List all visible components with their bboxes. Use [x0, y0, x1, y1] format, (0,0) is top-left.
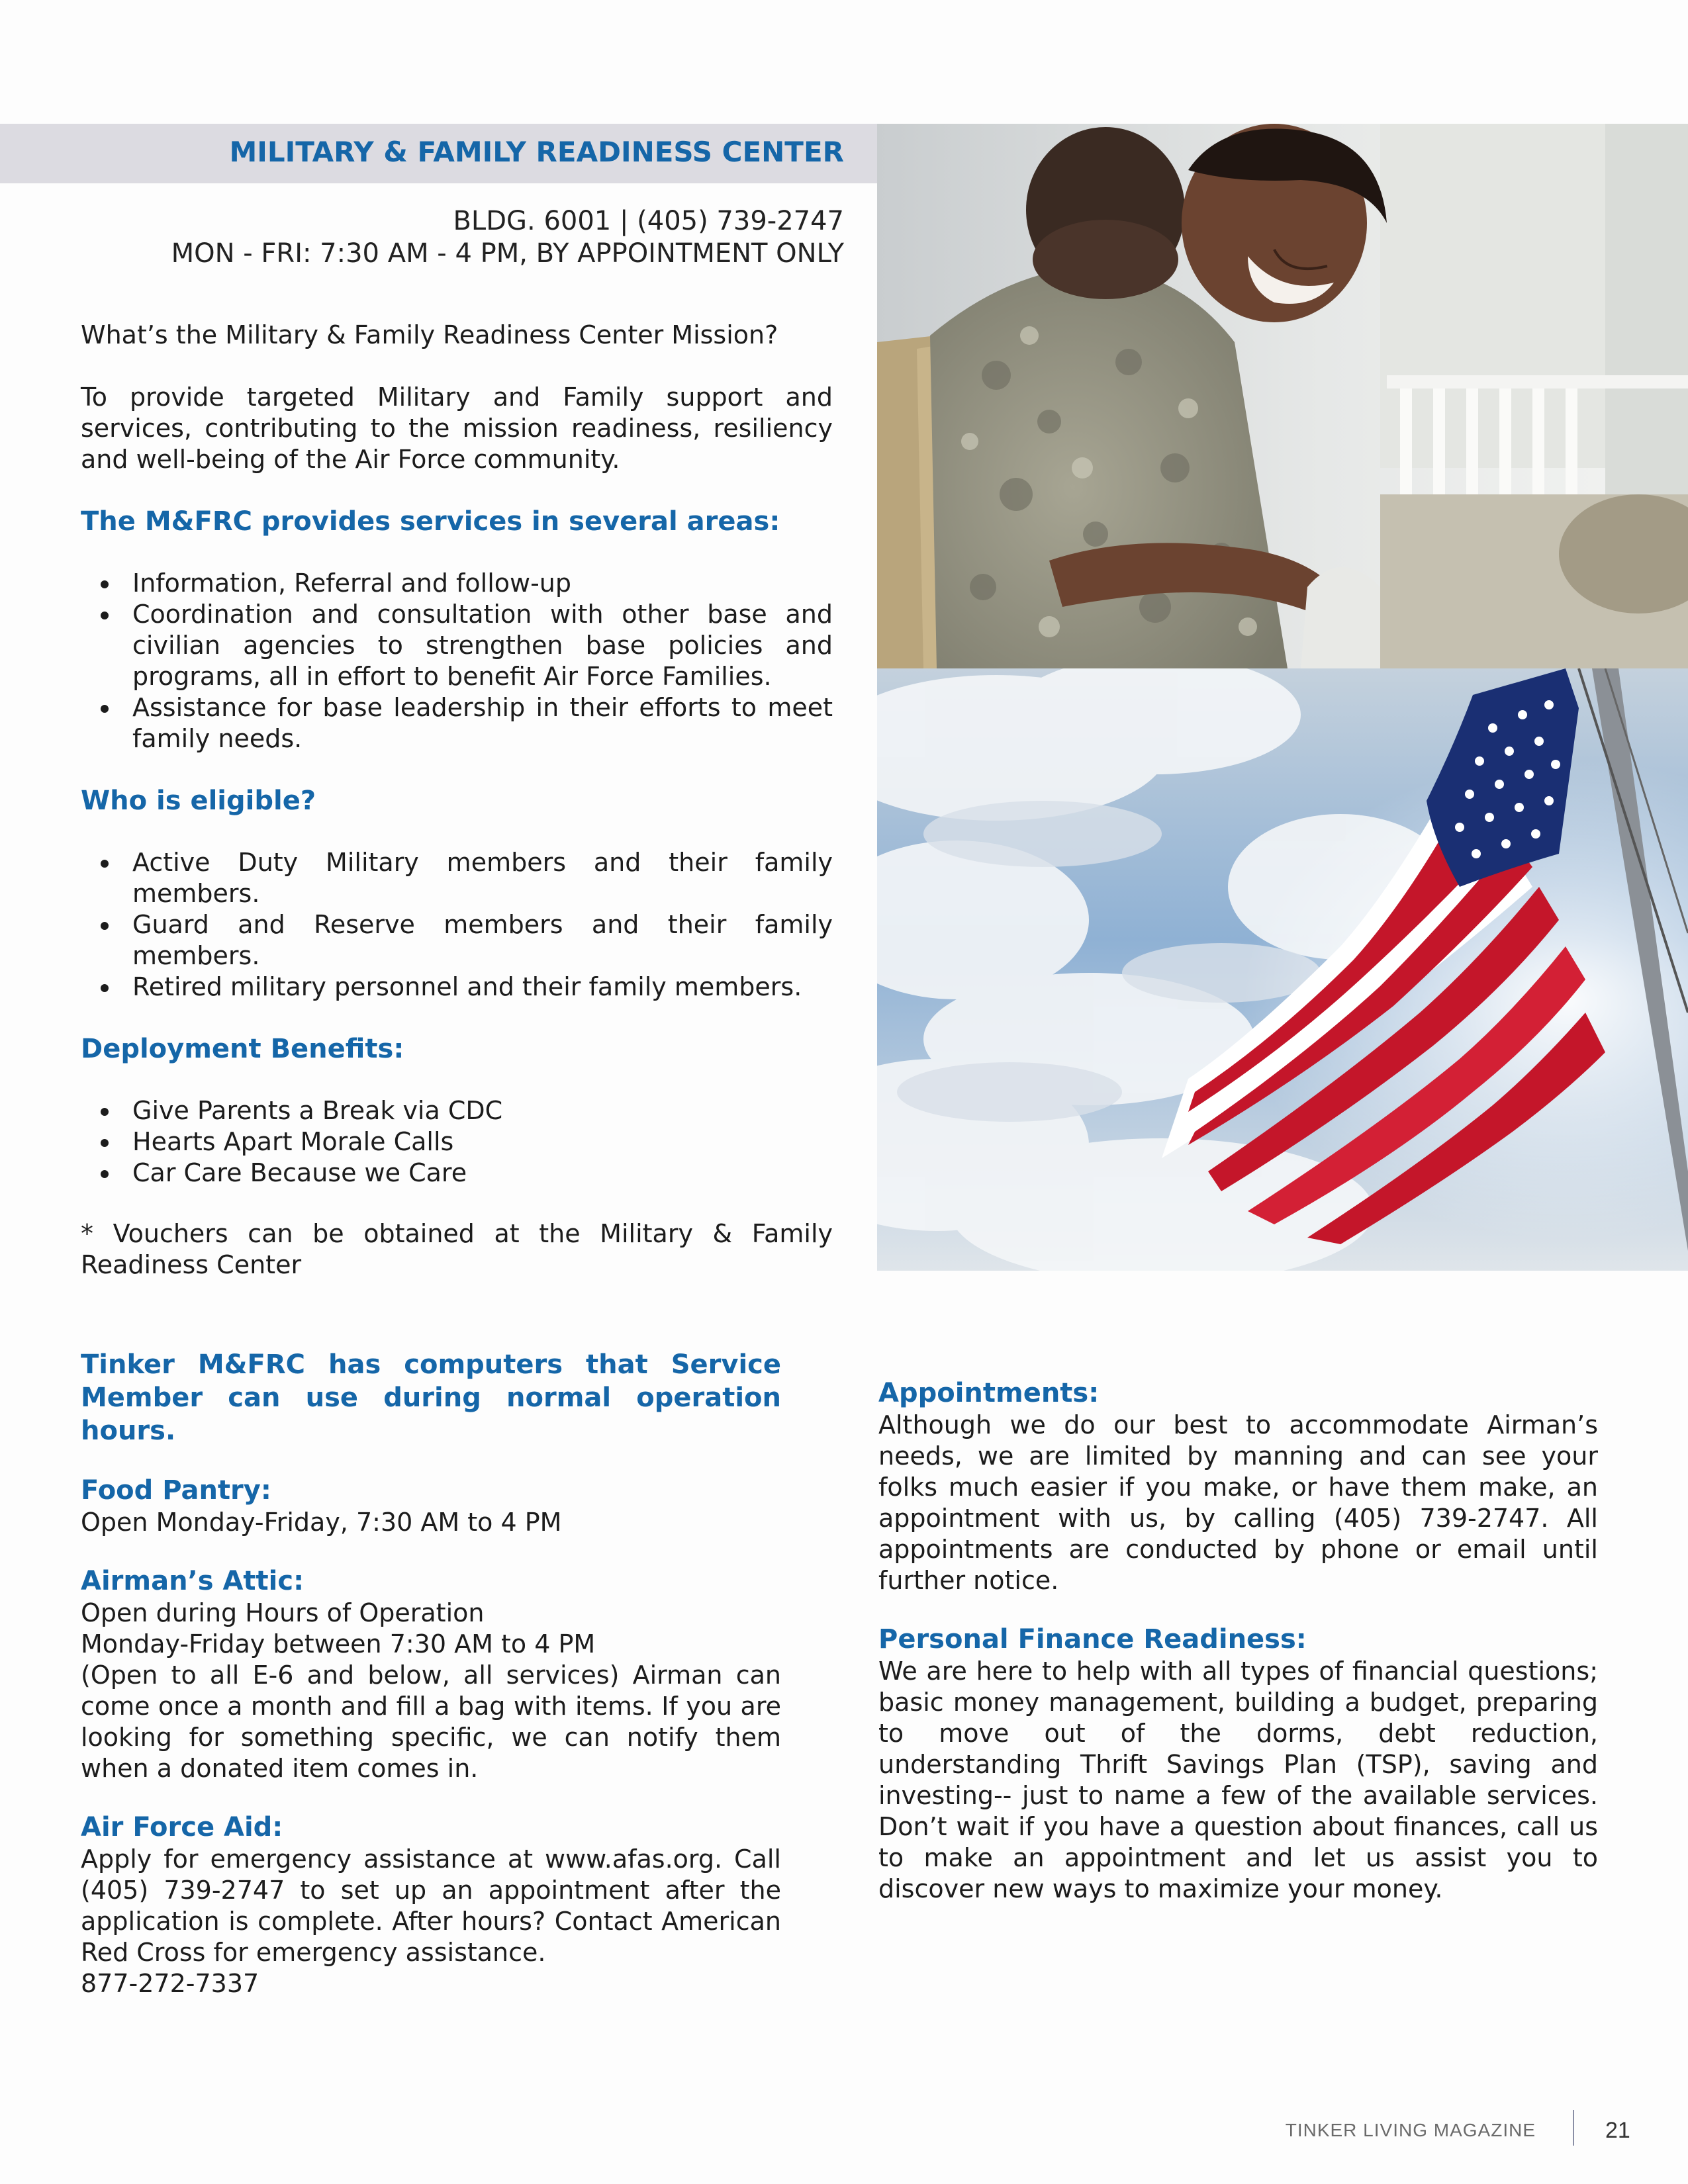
appointments-heading: Appointments: — [878, 1378, 1100, 1408]
finance-text: We are here to help with all types of financial questions; basic money management, building a budget, preparing to move out of the dorms, debt reduction, understanding Thrift Savings Plan (TSP), saving and investing-- just to name a few of the available services. Don’t wait if you have a question about finances, call us to make an appointment and let us assist you to discover new ways to maximize your money. — [878, 1657, 1598, 1903]
right-column-lower — [878, 1377, 1598, 1905]
food-pantry-heading: Food Pantry: — [81, 1475, 271, 1506]
soldier-hug-image — [877, 124, 1688, 668]
footer-divider — [1573, 2110, 1574, 2146]
office-hours: MON - FRI: 7:30 AM - 4 PM, BY APPOINTMENT ONLY — [171, 238, 844, 269]
airmans-attic-line: Monday-Friday between 7:30 AM to 4 PM — [81, 1629, 596, 1659]
mission-text: To provide targeted Military and Family support and services, contributing to the mission readiness, resiliency and well-being of the Air Force community. — [81, 383, 833, 474]
airmans-attic-line: Open during Hours of Operation — [81, 1598, 485, 1627]
section-title: MILITARY & FAMILY READINESS CENTER — [229, 136, 844, 168]
air-force-aid-text: Apply for emergency assistance at www.afas.org. Call (405) 739-2747 to set up an appointment after the application is complete. After hours? Contact American Red Cross for emergency assistance. — [81, 1844, 781, 1967]
services-list — [81, 568, 833, 754]
deployment-heading: Deployment Benefits: — [81, 1034, 404, 1064]
page-number: 21 — [1605, 2118, 1630, 2143]
voucher-note: * Vouchers can be obtained at the Military & Family Readiness Center — [81, 1219, 833, 1279]
list-item: Assistance for base leadership in their efforts to meet family needs. — [81, 692, 833, 754]
airmans-attic-text: (Open to all E-6 and below, all services) Airman can come once a month and fill a bag with items. If you are looking for something specific, we can notify them when a donated item comes in. — [81, 1661, 781, 1783]
left-column-upper — [81, 320, 833, 1281]
airmans-attic-heading: Airman’s Attic: — [81, 1566, 305, 1596]
flag-photo — [877, 668, 1688, 1271]
appointments-text: Although we do our best to accommodate Airman’s needs, we are limited by manning and can see your folks much easier if you make, or have them make, an appointment with us, by calling (405) 739-2747. All appointments are conducted by phone or email until further notice. — [878, 1410, 1598, 1595]
air-force-aid-heading: Air Force Aid: — [81, 1812, 283, 1843]
soldier-hug-photo — [877, 124, 1688, 668]
list-item: Retired military personnel and their family members. — [81, 972, 833, 1003]
magazine-name: TINKER LIVING MAGAZINE — [1285, 2120, 1536, 2140]
american-flag-image — [877, 668, 1688, 1271]
list-item: Hearts Apart Morale Calls — [81, 1126, 833, 1158]
list-item: Active Duty Military members and their family members. — [81, 847, 833, 909]
computers-heading: Tinker M&FRC has computers that Service Member can use during normal operation hours. — [81, 1349, 781, 1446]
contact-info — [79, 205, 844, 270]
food-pantry-text: Open Monday-Friday, 7:30 AM to 4 PM — [81, 1508, 562, 1537]
list-item: Coordination and consultation with other base and civilian agencies to strengthen base policies and programs, all in effort to benefit Air Force Families. — [81, 599, 833, 692]
eligibility-heading: Who is eligible? — [81, 786, 316, 816]
mission-question: What’s the Military & Family Readiness Center Mission? — [81, 320, 778, 349]
air-force-aid-phone: 877-272-7337 — [81, 1969, 259, 1998]
list-item: Car Care Because we Care — [81, 1158, 833, 1189]
building-phone: BLDG. 6001 | (405) 739-2747 — [453, 206, 844, 236]
services-heading: The M&FRC provides services in several areas: — [81, 506, 780, 537]
list-item: Give Parents a Break via CDC — [81, 1095, 833, 1126]
finance-heading: Personal Finance Readiness: — [878, 1624, 1307, 1655]
list-item: Information, Referral and follow-up — [81, 568, 833, 599]
left-column-lower — [81, 1348, 781, 1999]
deployment-list — [81, 1095, 833, 1189]
section-title-bar — [0, 124, 877, 183]
eligibility-list — [81, 847, 833, 1003]
list-item: Guard and Reserve members and their family members. — [81, 909, 833, 972]
